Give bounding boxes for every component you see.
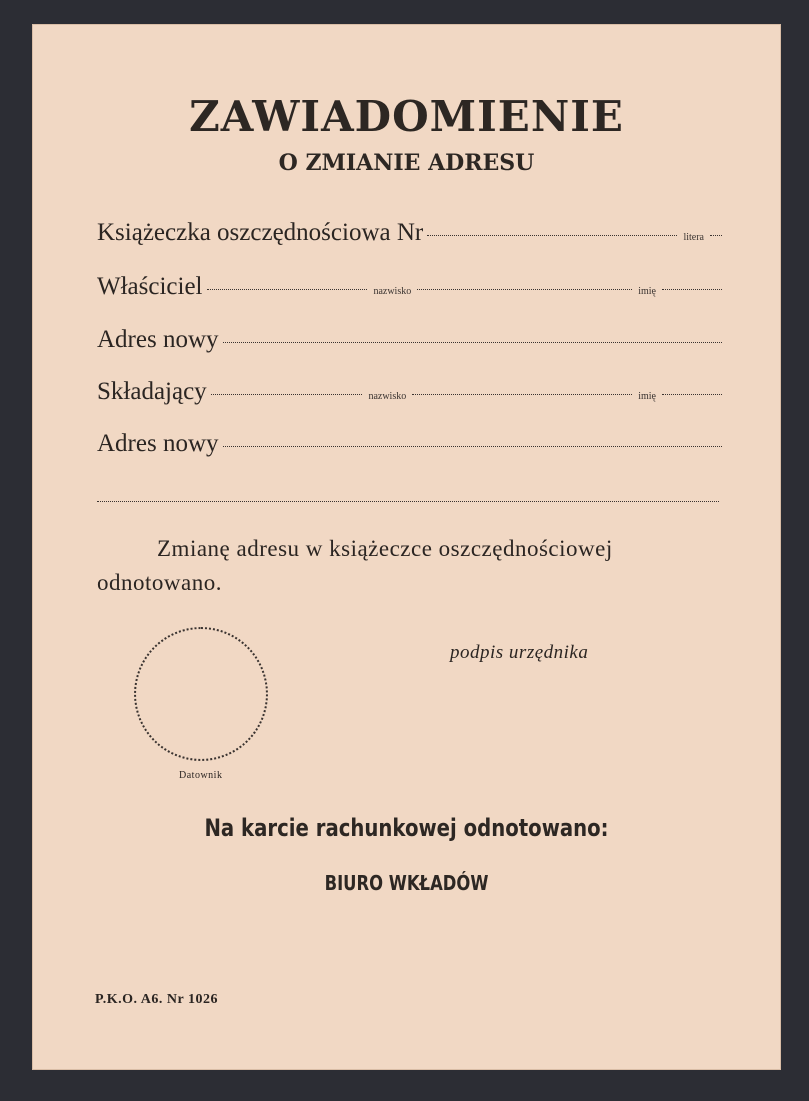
confirmation-note (97, 532, 724, 600)
field-new-address-owner[interactable] (97, 326, 722, 354)
field-applicant[interactable] (97, 378, 722, 406)
fill-line (662, 288, 722, 290)
date-stamp-circle (134, 627, 268, 761)
extra-address-line[interactable] (97, 500, 719, 502)
field-tag-surname: nazwisko (373, 286, 412, 297)
fill-line (710, 234, 722, 236)
confirmation-text: Zmianę adresu w książeczce oszczędnościowej odnotowano. (97, 536, 613, 595)
field-label: Składający (97, 378, 207, 405)
form-paper (32, 24, 781, 1070)
field-tag-first-name: imię (638, 391, 656, 402)
field-owner[interactable] (97, 273, 722, 301)
form-subtitle: O ZMIANIE ADRESU (278, 150, 535, 176)
fill-line (223, 445, 722, 447)
field-label: Właściciel (97, 273, 203, 300)
field-passbook-number[interactable] (97, 219, 722, 247)
account-card-note: Na karcie rachunkowej odnotowano: (204, 814, 609, 842)
fill-line (207, 288, 368, 290)
fill-line (412, 393, 632, 395)
date-stamp-label: Datownik (179, 770, 223, 781)
field-new-address-applicant[interactable] (97, 430, 722, 458)
fill-line (417, 288, 632, 290)
field-tag-first-name: imię (638, 286, 656, 297)
field-label: Książeczka oszczędnościowa Nr (97, 219, 424, 246)
field-tag-letter: litera (683, 232, 704, 243)
field-label: Adres nowy (97, 430, 219, 457)
fill-line (223, 341, 722, 343)
field-label: Adres nowy (97, 326, 219, 353)
form-title: ZAWIADOMIENIE (189, 92, 624, 141)
official-signature-label: podpis urzędnika (450, 642, 589, 663)
fill-line (211, 393, 363, 395)
deposits-office: BIURO WKŁADÓW (324, 871, 489, 895)
form-code: P.K.O. A6. Nr 1026 (95, 992, 218, 1007)
fill-line (662, 393, 722, 395)
fill-line (427, 234, 677, 236)
field-tag-surname: nazwisko (368, 391, 407, 402)
